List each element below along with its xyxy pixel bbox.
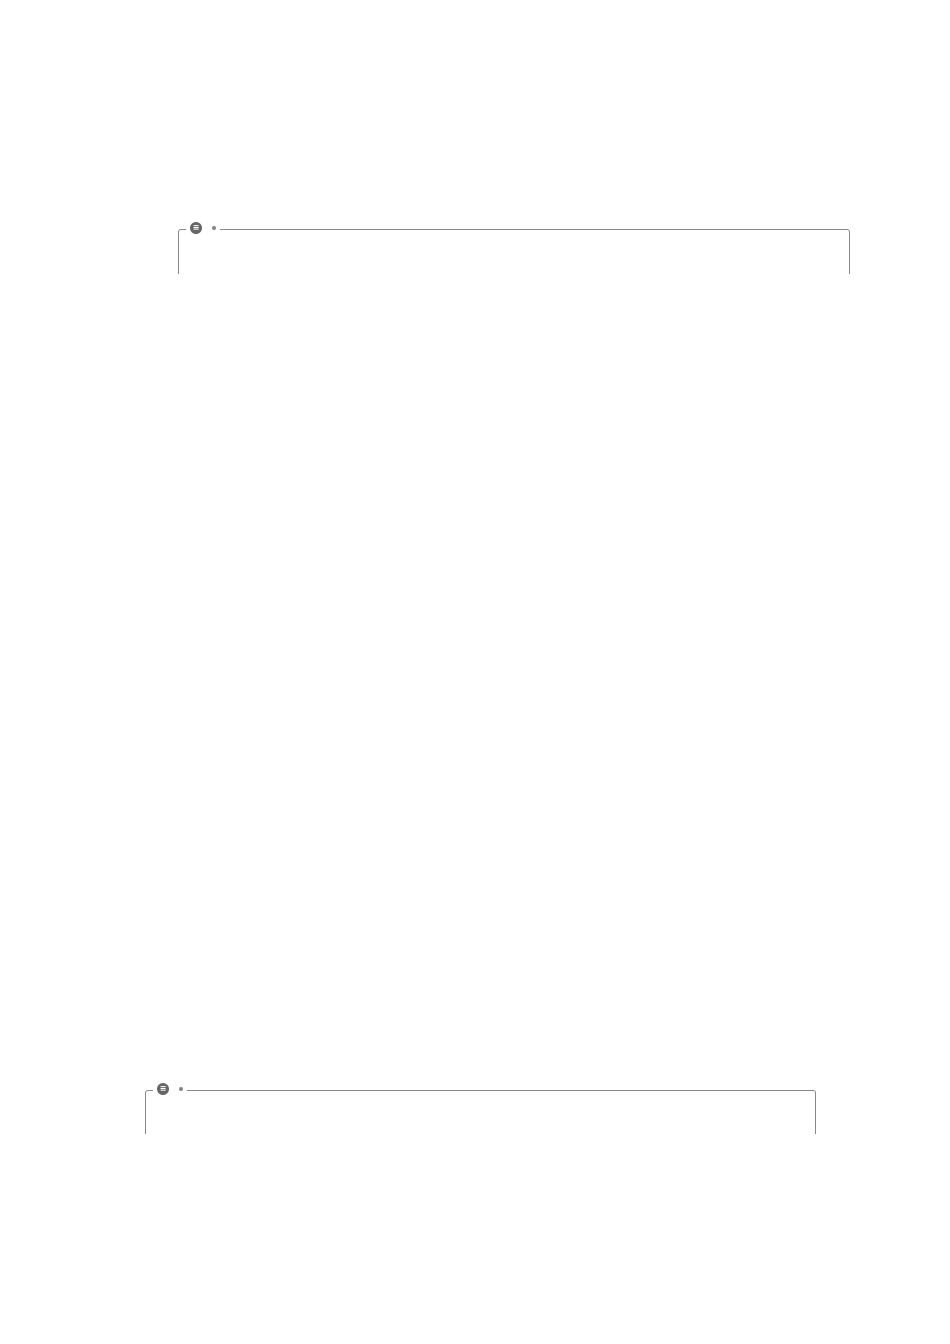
expansion-box-top bbox=[178, 229, 850, 274]
expansion-box-label bbox=[186, 222, 220, 234]
dot-icon bbox=[179, 1087, 183, 1091]
dot-icon bbox=[212, 226, 216, 230]
expansion-box-bottom bbox=[145, 1090, 816, 1134]
stack-icon: ≡ bbox=[190, 222, 202, 234]
stack-icon: ≡ bbox=[157, 1083, 169, 1095]
expansion-box-label-2 bbox=[153, 1083, 187, 1095]
